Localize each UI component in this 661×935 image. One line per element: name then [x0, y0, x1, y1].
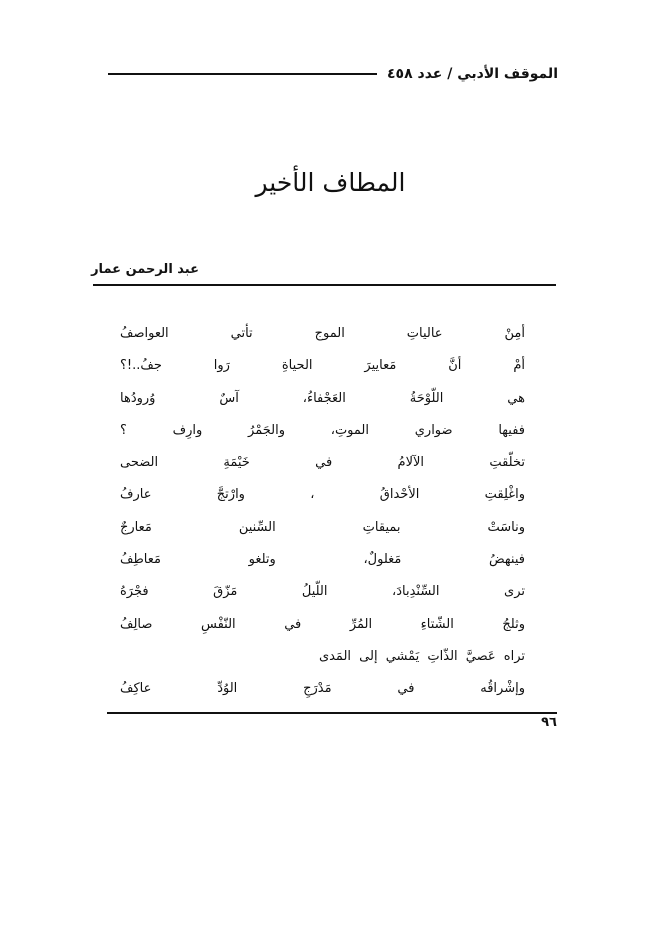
poem-verse: واغْلِقتِ الأحْداقُ ، وارْتجَّ عارفُ: [120, 487, 525, 503]
running-header: [108, 62, 558, 86]
header-divider: [108, 73, 377, 75]
author-name: عبد الرحمن عمار: [91, 262, 199, 277]
page-number: ٩٦: [541, 715, 557, 730]
poem-verse: ففيها ضواري الموتِ، والجَمْرُ وارِف ؟: [120, 422, 525, 438]
poem-verse: تخلّقتِ الآلامُ في خَيْمَةِ الضحى: [120, 455, 525, 471]
poem-verse: فينهضُ مَغلولٌ، وتلغو مَعاطِفُ: [120, 552, 525, 568]
poem-verse: أمْ أنَّ مَعاييرَ الحياةِ رَوا جفُ..!؟: [120, 358, 525, 374]
poem-verse: تراه عَصيَّ الذّاتِ يَمْشي إلى المَدى: [318, 648, 525, 664]
poem-verse: ترى السِّنْدِبادَ، اللّيلُ مَزّقَ فجْرَهُ: [120, 584, 525, 600]
author-divider: [93, 284, 556, 286]
poem-verse: وثلجُ الشّتاءِ المُرِّ في النّفْسِ صالِفُ: [120, 616, 525, 632]
poem-body: [120, 318, 525, 706]
poem-verse: أمِنْ عالياتِ الموج تأتي العواصفُ: [120, 326, 525, 341]
running-header-title: الموقف الأدبي / عدد ٤٥٨: [387, 66, 558, 82]
poem-verse: وناسَتْ بميقاتِ السِّنين مَعارجٌ: [120, 519, 525, 535]
poem-title: المطاف الأخير: [255, 168, 406, 197]
footer-divider: [107, 712, 557, 714]
poem-verse: هي اللّوْحَةُ العَجْفاءُ، آسٌ وُرودُها: [120, 390, 525, 406]
poem-verse: وإشْراقُه في مَدْرَجِ الوُدِّ عاكِفُ: [120, 681, 525, 697]
